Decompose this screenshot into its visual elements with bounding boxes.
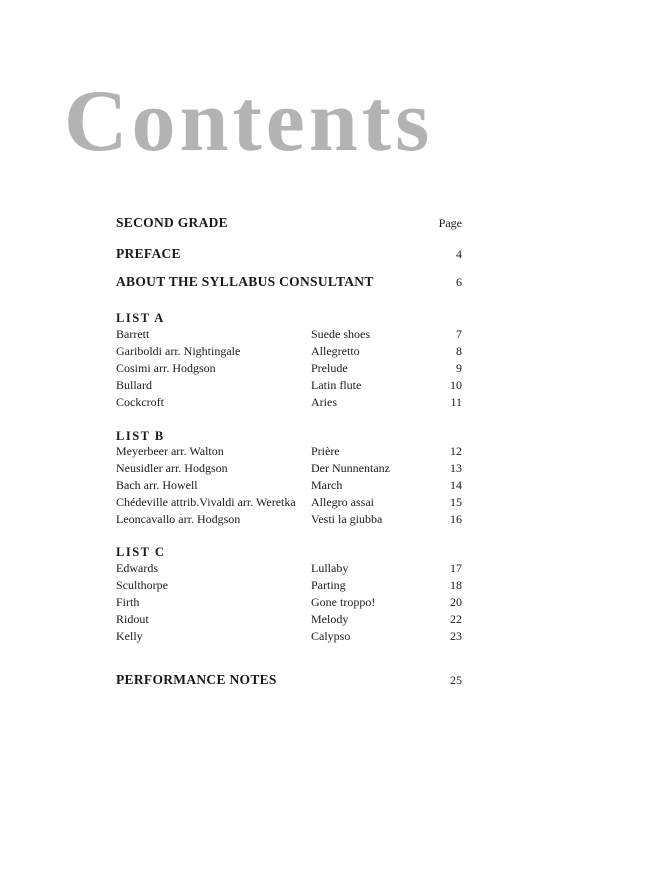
composer: Bullard	[116, 378, 152, 392]
piece-title: Aries	[311, 395, 337, 409]
toc-entry[interactable]	[116, 612, 462, 629]
toc-entry-page: 4	[456, 247, 462, 261]
toc-entry[interactable]	[116, 561, 462, 578]
toc-entry-preface[interactable]	[116, 246, 462, 262]
page-number: 10	[450, 378, 462, 392]
piece-title: Calypso	[311, 629, 351, 643]
toc-entry-page: 25	[450, 673, 462, 687]
toc-entry-about[interactable]	[116, 274, 462, 290]
piece-title: Vesti la giubba	[311, 512, 383, 526]
toc-entry[interactable]	[116, 478, 462, 495]
page-number: 16	[450, 512, 462, 526]
toc-entry[interactable]	[116, 578, 462, 595]
grade-heading-row	[116, 215, 462, 231]
list-b-heading: LIST B	[116, 429, 165, 443]
piece-title: Allegretto	[311, 344, 360, 358]
page-number: 8	[456, 344, 462, 358]
toc-entry[interactable]	[116, 327, 462, 344]
page-number: 9	[456, 361, 462, 375]
toc-entry[interactable]	[116, 495, 462, 512]
composer: Bach arr. Howell	[116, 478, 198, 492]
toc-entry-label: ABOUT THE SYLLABUS CONSULTANT	[116, 274, 374, 289]
page-number: 14	[450, 478, 462, 492]
toc-entry-label: PERFORMANCE NOTES	[116, 672, 277, 687]
composer: Barrett	[116, 327, 150, 341]
grade-heading: SECOND GRADE	[116, 215, 228, 230]
page-column-heading: Page	[438, 216, 462, 230]
toc-entry[interactable]	[116, 361, 462, 378]
toc-entry[interactable]	[116, 595, 462, 612]
piece-title: Suede shoes	[311, 327, 370, 341]
piece-title: Gone troppo!	[311, 595, 376, 609]
page-number: 7	[456, 327, 462, 341]
piece-title: Prière	[311, 444, 340, 458]
piece-title: March	[311, 478, 343, 492]
composer: Meyerbeer arr. Walton	[116, 444, 224, 458]
page-number: 20	[450, 595, 462, 609]
page-number: 22	[450, 612, 462, 626]
composer: Cosimi arr. Hodgson	[116, 361, 216, 375]
composer: Kelly	[116, 629, 143, 643]
page-number: 23	[450, 629, 462, 643]
toc-entry[interactable]	[116, 512, 462, 529]
page-number: 11	[450, 395, 462, 409]
list-c-heading: LIST C	[116, 545, 166, 559]
composer: Ridout	[116, 612, 149, 626]
page-number: 13	[450, 461, 462, 475]
composer: Cockcroft	[116, 395, 164, 409]
page-number: 15	[450, 495, 462, 509]
piece-title: Latin flute	[311, 378, 362, 392]
toc-entry-label: PREFACE	[116, 246, 181, 261]
composer: Leoncavallo arr. Hodgson	[116, 512, 241, 526]
composer: Edwards	[116, 561, 158, 575]
list-a	[116, 327, 462, 412]
toc-entry-performance-notes[interactable]	[116, 672, 462, 688]
page-number: 17	[450, 561, 462, 575]
piece-title: Lullaby	[311, 561, 349, 575]
piece-title: Der Nunnentanz	[311, 461, 390, 475]
piece-title: Melody	[311, 612, 349, 626]
composer: Chédeville attrib.Vivaldi arr. Weretka	[116, 495, 296, 509]
page-number: 12	[450, 444, 462, 458]
composer: Sculthorpe	[116, 578, 168, 592]
composer: Neusidler arr. Hodgson	[116, 461, 228, 475]
list-b	[116, 444, 462, 529]
toc-entry[interactable]	[116, 629, 462, 646]
toc-entry[interactable]	[116, 344, 462, 361]
toc-entry[interactable]	[116, 395, 462, 412]
toc-entry[interactable]	[116, 461, 462, 478]
composer: Firth	[116, 595, 140, 609]
composer: Gariboldi arr. Nightingale	[116, 344, 241, 358]
piece-title: Parting	[311, 578, 346, 592]
piece-title: Prelude	[311, 361, 348, 375]
list-c	[116, 561, 462, 646]
toc-entry[interactable]	[116, 378, 462, 395]
toc-entry-page: 6	[456, 275, 462, 289]
toc-entry[interactable]	[116, 444, 462, 461]
page-number: 18	[450, 578, 462, 592]
list-a-heading: LIST A	[116, 311, 165, 325]
piece-title: Allegro assai	[311, 495, 374, 509]
page-title: Contents	[64, 73, 434, 170]
